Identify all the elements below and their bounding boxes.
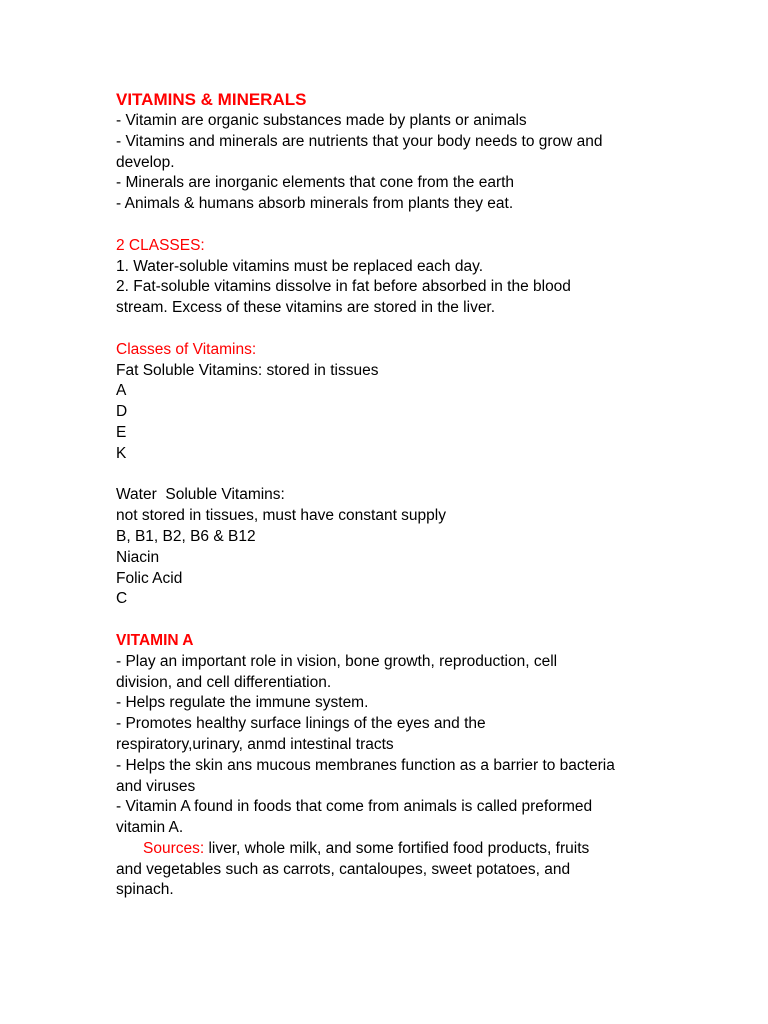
document-title: VITAMINS & MINERALS xyxy=(116,90,307,109)
spacer xyxy=(116,319,656,340)
water-soluble-label: Water Soluble Vitamins: xyxy=(116,486,285,504)
classes-line: 1. Water-soluble vitamins must be replaced each day. xyxy=(116,257,484,275)
vitamin-a-line: and viruses xyxy=(116,777,196,795)
vitamin-a-line: - Promotes healthy surface linings of the eyes and the xyxy=(116,715,486,733)
sources-continued-line: spinach. xyxy=(116,881,174,899)
vitamin-a-line: - Play an important role in vision, bone growth, reproduction, cell xyxy=(116,652,558,670)
vitamin-a-section xyxy=(116,631,656,901)
water-soluble-line: C xyxy=(116,590,128,608)
sources-continued-line: and vegetables such as carrots, cantaloupes, sweet potatoes, and xyxy=(116,860,571,878)
spacer xyxy=(116,215,656,236)
intro-line: - Vitamins and minerals are nutrients that your body needs to grow and xyxy=(116,132,603,150)
spacer xyxy=(116,465,656,486)
classes-of-vitamins-section xyxy=(116,340,656,610)
vitamin-a-line: division, and cell differentiation. xyxy=(116,673,332,691)
water-soluble-line: Niacin xyxy=(116,548,160,566)
vitamin-a-line: - Vitamin A found in foods that come from animals is called preformed xyxy=(116,798,593,816)
intro-line: develop. xyxy=(116,153,175,171)
vitamin-a-heading: VITAMIN A xyxy=(116,631,194,649)
water-soluble-line: B, B1, B2, B6 & B12 xyxy=(116,527,256,545)
document-page xyxy=(116,89,656,901)
classes-line: stream. Excess of these vitamins are stored in the liver. xyxy=(116,299,496,317)
fat-soluble-item: K xyxy=(116,444,127,462)
vitamin-a-line: respiratory,urinary, anmd intestinal tracts xyxy=(116,735,394,753)
water-soluble-line: Folic Acid xyxy=(116,569,183,587)
water-soluble-line: not stored in tissues, must have constant supply xyxy=(116,507,446,525)
intro-line: - Minerals are inorganic elements that cone from the earth xyxy=(116,174,515,192)
two-classes-heading: 2 CLASSES: xyxy=(116,236,205,254)
vitamin-a-line: vitamin A. xyxy=(116,819,184,837)
two-classes-section xyxy=(116,236,656,319)
vitamin-a-line: - Helps regulate the immune system. xyxy=(116,694,369,712)
fat-soluble-label: Fat Soluble Vitamins: stored in tissues xyxy=(116,361,379,379)
fat-soluble-item: A xyxy=(116,382,127,400)
sources-line xyxy=(116,839,656,860)
classes-line: 2. Fat-soluble vitamins dissolve in fat before absorbed in the blood xyxy=(116,278,571,296)
sources-label: Sources: xyxy=(143,839,205,857)
sources-text: liver, whole milk, and some fortified food products, fruits xyxy=(204,839,590,857)
fat-soluble-item: D xyxy=(116,403,128,421)
classes-of-vitamins-heading: Classes of Vitamins: xyxy=(116,340,257,358)
fat-soluble-item: E xyxy=(116,423,127,441)
intro-section xyxy=(116,111,656,215)
intro-line: - Animals & humans absorb minerals from plants they eat. xyxy=(116,195,514,213)
spacer xyxy=(116,610,656,631)
intro-line: - Vitamin are organic substances made by plants or animals xyxy=(116,112,527,129)
vitamin-a-line: - Helps the skin ans mucous membranes function as a barrier to bacteria xyxy=(116,756,615,774)
